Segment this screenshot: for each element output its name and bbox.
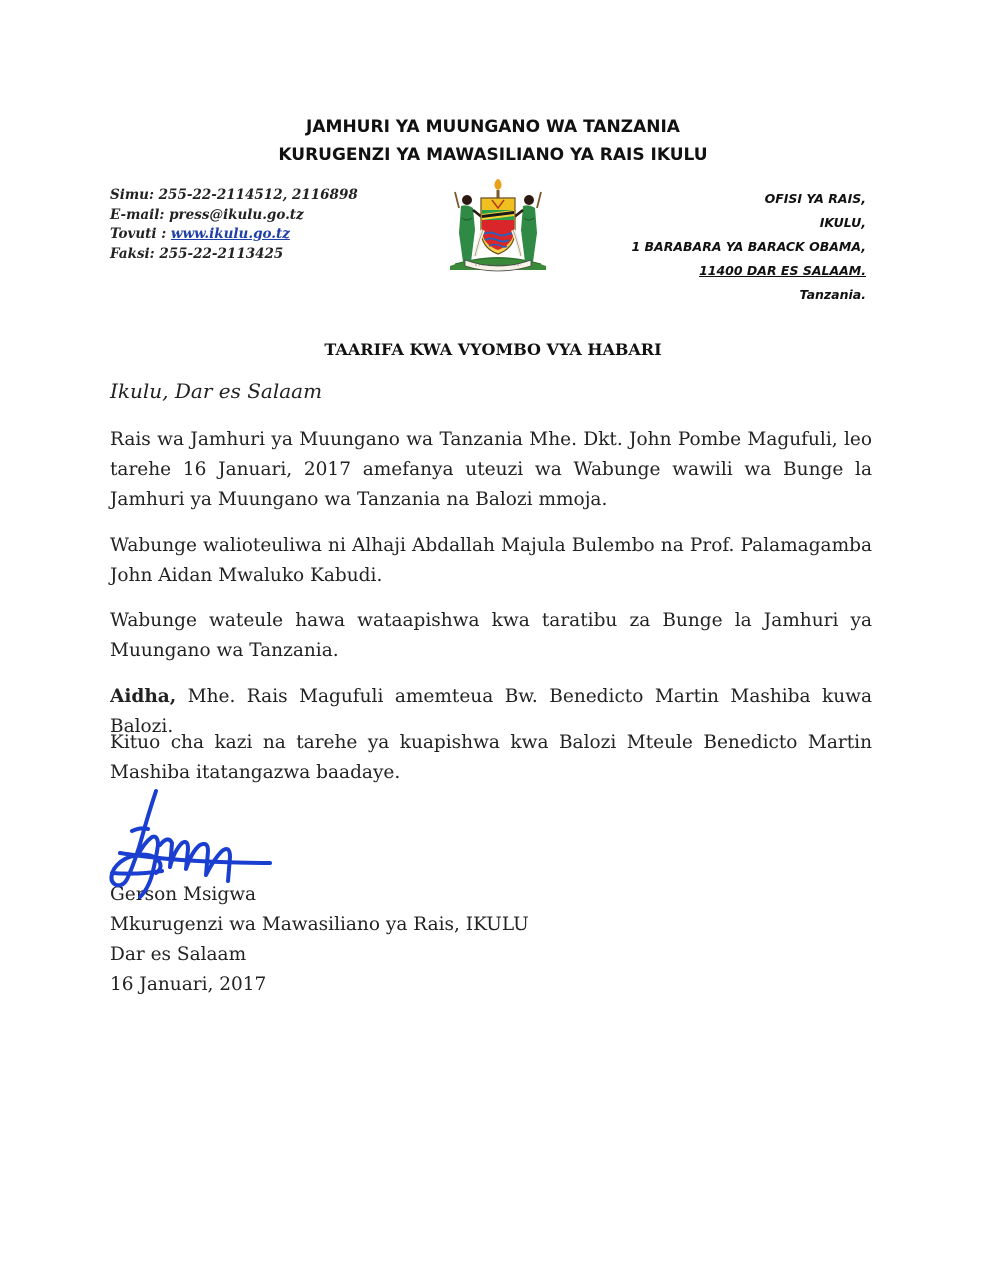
paragraph-station: Kituo cha kazi na tarehe ya kuapishwa kwa Balozi Mteule Benedicto Martin Mashiba itatangazwa baadaye. — [110, 732, 872, 783]
coat-of-arms-emblem — [445, 178, 551, 274]
paragraph-swearing-in: Wabunge wateule hawa wataapishwa kwa taratibu za Bunge la Jamhuri ya Muungano wa Tanzania. — [110, 610, 872, 661]
paragraph-ambassador-text: Mhe. Rais Magufuli amemteua Bw. Benedicto Martin Mashiba kuwa Balozi. — [110, 686, 872, 737]
website-line — [110, 225, 410, 245]
signatory-date: 16 Januari, 2017 — [110, 974, 267, 995]
address-office: OFISI YA RAIS, — [764, 191, 866, 206]
address-street: 1 BARABARA YA BARACK OBAMA, — [631, 239, 866, 254]
release-title: TAARIFA KWA VYOMBO VYA HABARI — [324, 340, 662, 359]
dateline: Ikulu, Dar es Salaam — [110, 379, 323, 403]
signatory-place: Dar es Salaam — [110, 944, 247, 965]
fax-number: Faksi: 255-22-2113425 — [110, 245, 284, 262]
address-postal-text: 11400 DAR ES SALAAM. — [699, 263, 866, 278]
phone-number: Simu: 255-22-2114512, 2116898 — [110, 187, 358, 203]
handwritten-signature — [98, 785, 278, 905]
signatory-title: Mkurugenzi wa Mawasiliano ya Rais, IKULU — [110, 914, 529, 935]
header-line-1: JAMHURI YA MUUNGANO WA TANZANIA — [306, 117, 680, 137]
address-postal — [546, 259, 866, 283]
paragraph-lead-word: Aidha, — [110, 686, 177, 707]
header-line-2: KURUGENZI YA MAWASILIANO YA RAIS IKULU — [278, 145, 708, 165]
address-block-right — [546, 187, 866, 307]
email-address: E-mail: press@ikulu.go.tz — [110, 206, 304, 223]
contact-details-left — [110, 186, 410, 264]
paragraph-nominated-mps: Wabunge walioteuliwa ni Alhaji Abdallah Majula Bulembo na Prof. Palamagamba John Aidan Mwaluko Kabudi. — [110, 535, 872, 586]
website-link[interactable]: www.ikulu.go.tz — [170, 226, 290, 242]
website-label: Tovuti : — [110, 226, 171, 242]
paragraph-appointment: Rais wa Jamhuri ya Muungano wa Tanzania Mhe. Dkt. John Pombe Magufuli, leo tarehe 16 Januari, 2017 amefanya uteuzi wa Wabunge wawili wa Bunge la Jamhuri ya Muungano wa Tanzania na Balozi mmoja. — [110, 429, 872, 510]
signatory-name: Gerson Msigwa — [110, 884, 257, 905]
address-country: Tanzania. — [799, 287, 866, 302]
address-ikulu: IKULU, — [819, 215, 866, 230]
